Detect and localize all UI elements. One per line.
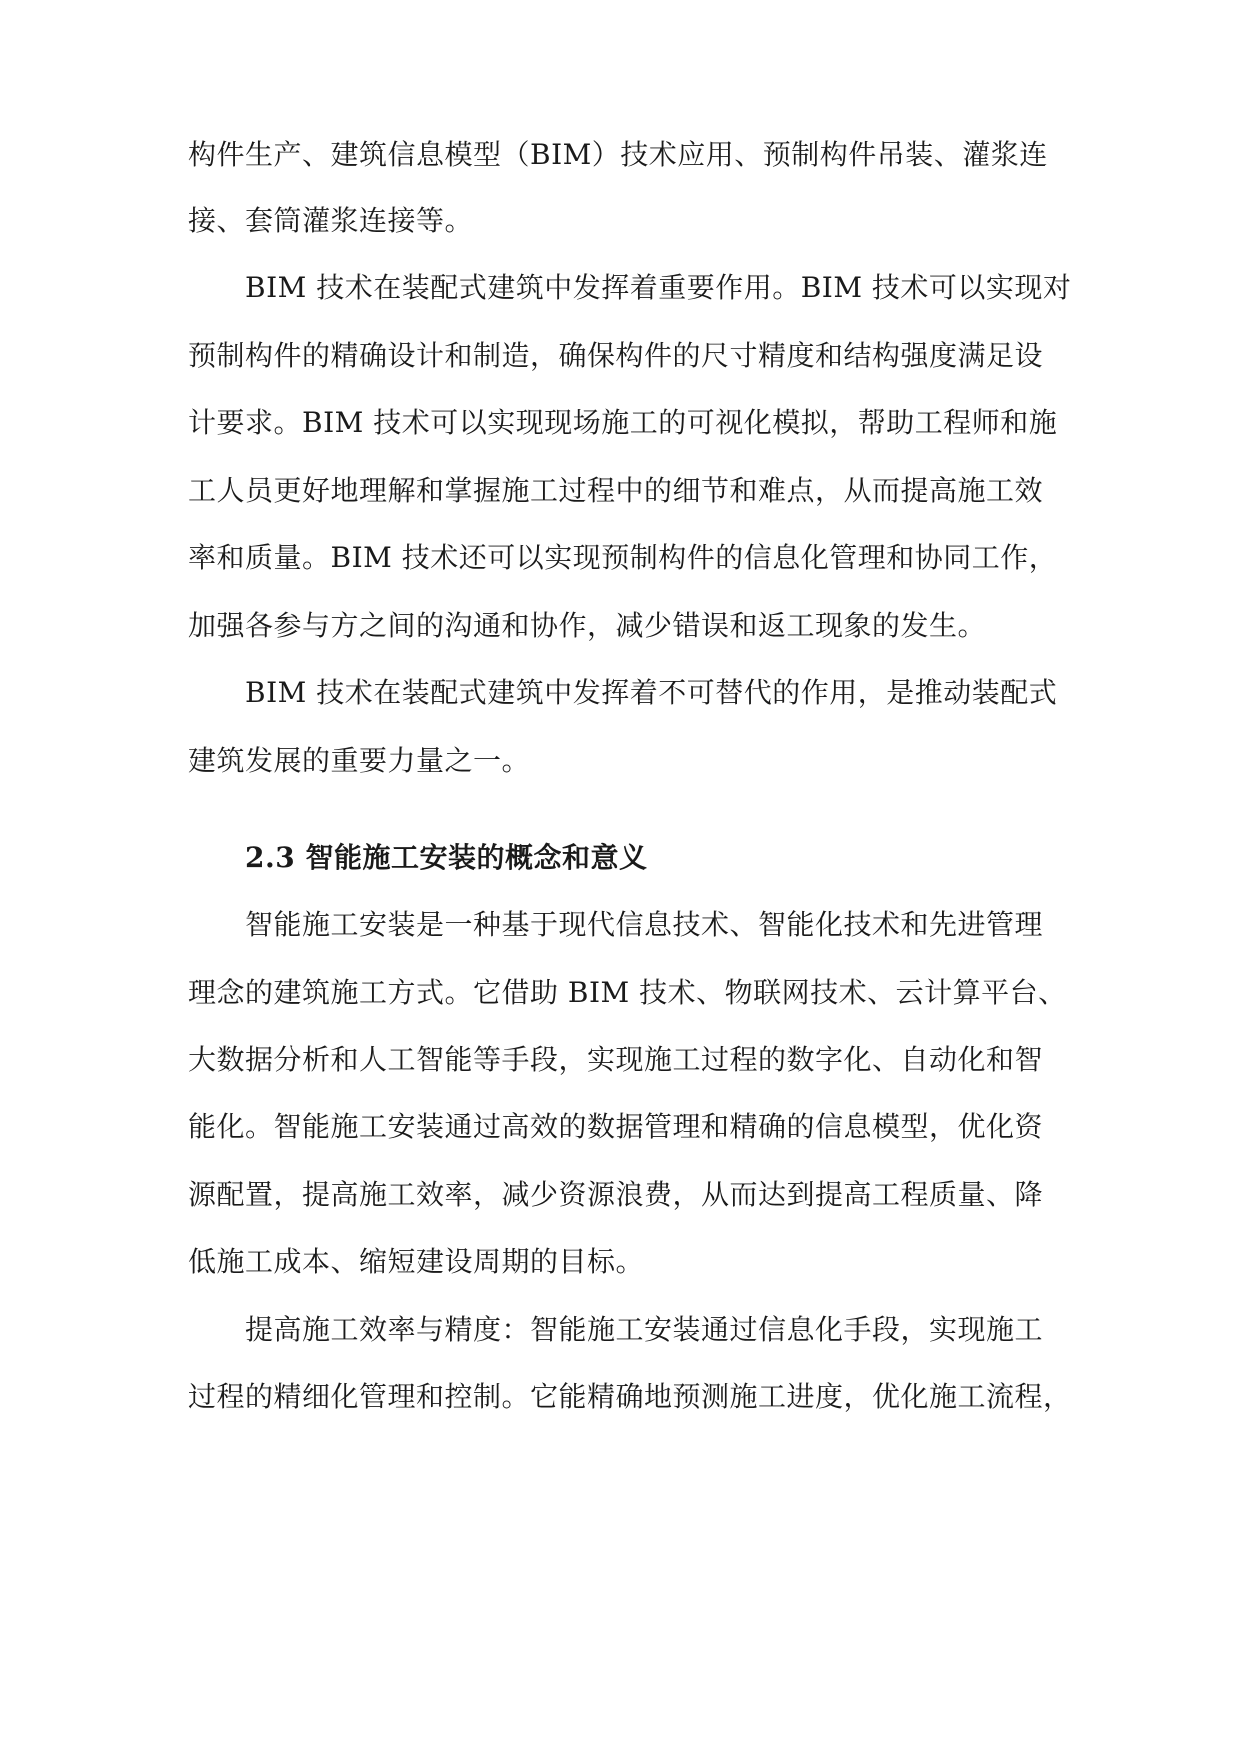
paragraph-line: BIM 技术在装配式建筑中发挥着不可替代的作用，是推动装配式 — [245, 676, 1058, 709]
paragraph-line: 工人员更好地理解和掌握施工过程中的细节和难点，从而提高施工效 — [188, 474, 1044, 507]
paragraph-line: 能化。智能施工安装通过高效的数据管理和精确的信息模型，优化资 — [188, 1110, 1044, 1143]
paragraph-line: BIM 技术在装配式建筑中发挥着重要作用。BIM 技术可以实现对 — [245, 271, 1072, 304]
paragraph-line: 计要求。BIM 技术可以实现现场施工的可视化模拟，帮助工程师和施 — [188, 406, 1058, 439]
paragraph-line: 提高施工效率与精度：智能施工安装通过信息化手段，实现施工 — [245, 1313, 1044, 1346]
paragraph-line: 低施工成本、缩短建设周期的目标。 — [188, 1245, 645, 1278]
section-heading: 2.3 智能施工安装的概念和意义 — [245, 841, 648, 874]
paragraph-line: 源配置，提高施工效率，减少资源浪费，从而达到提高工程质量、降 — [188, 1178, 1044, 1211]
paragraph-line: 率和质量。BIM 技术还可以实现预制构件的信息化管理和协同工作， — [188, 541, 1058, 574]
paragraph-line: 大数据分析和人工智能等手段，实现施工过程的数字化、自动化和智 — [188, 1043, 1044, 1076]
paragraph-line: 构件生产、建筑信息模型（BIM）技术应用、预制构件吊装、灌浆连 — [188, 138, 1048, 171]
paragraph-line: 预制构件的精确设计和制造，确保构件的尺寸精度和结构强度满足设 — [188, 339, 1044, 372]
paragraph-line: 建筑发展的重要力量之一。 — [188, 744, 531, 777]
paragraph-line: 理念的建筑施工方式。它借助 BIM 技术、物联网技术、云计算平台、 — [188, 976, 1067, 1009]
paragraph-line: 智能施工安装是一种基于现代信息技术、智能化技术和先进管理 — [245, 908, 1044, 941]
paragraph-line: 接、套筒灌浆连接等。 — [188, 204, 474, 237]
paragraph-line: 加强各参与方之间的沟通和协作，减少错误和返工现象的发生。 — [188, 609, 987, 642]
paragraph-line: 过程的精细化管理和控制。它能精确地预测施工进度，优化施工流程， — [188, 1380, 1072, 1413]
